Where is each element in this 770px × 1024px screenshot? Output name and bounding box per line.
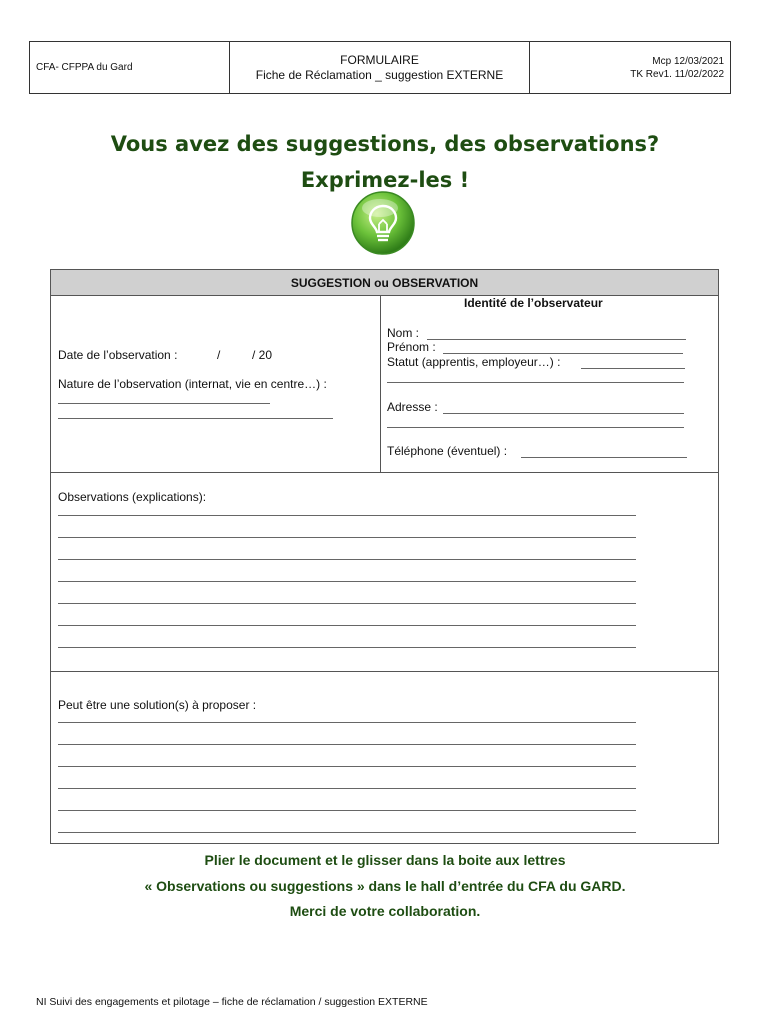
nom-label: Nom : xyxy=(387,326,420,340)
revision-line-1: Mcp 12/03/2021 xyxy=(652,55,724,67)
telephone-label: Téléphone (éventuel) : xyxy=(387,444,508,458)
solutions-line[interactable] xyxy=(58,832,636,833)
suggestion-form xyxy=(50,269,719,844)
header-revision-cell xyxy=(530,42,730,93)
prenom-field[interactable] xyxy=(443,353,683,354)
column-divider xyxy=(380,296,381,472)
statut-field-continued[interactable] xyxy=(387,382,684,383)
nom-field[interactable] xyxy=(427,339,686,340)
header-title-cell xyxy=(230,42,530,93)
date-separator-1: / xyxy=(217,348,221,362)
telephone-field[interactable] xyxy=(521,457,687,458)
adresse-field-continued[interactable] xyxy=(387,427,684,428)
observations-line[interactable] xyxy=(58,603,636,604)
organization-name: CFA- CFPPA du Gard xyxy=(36,62,133,73)
date-separator-2: / 20 xyxy=(252,348,273,362)
page-footnote: NI Suivi des engagements et pilotage – fiche de réclamation / suggestion EXTERNE xyxy=(36,996,428,1008)
nature-line-2[interactable] xyxy=(58,418,333,419)
adresse-label: Adresse : xyxy=(387,400,438,414)
observations-line[interactable] xyxy=(58,537,636,538)
solutions-line[interactable] xyxy=(58,744,636,745)
prenom-label: Prénom : xyxy=(387,340,436,354)
observations-label: Observations (explications): xyxy=(58,490,207,504)
thank-you-line: Merci de votre collaboration. xyxy=(289,903,481,919)
instruction-line-2: « Observations ou suggestions » dans le hall d’entrée du CFA du GARD. xyxy=(144,878,626,894)
observations-line[interactable] xyxy=(58,559,636,560)
solutions-line[interactable] xyxy=(58,788,636,789)
header-organization xyxy=(30,42,230,93)
form-type: FORMULAIRE xyxy=(340,52,419,67)
nature-label: Nature de l’observation (internat, vie en centre…) : xyxy=(58,377,327,391)
revision-line-2: TK Rev1. 11/02/2022 xyxy=(630,68,724,80)
identity-title: Identité de l’observateur xyxy=(464,296,603,310)
observations-line[interactable] xyxy=(58,647,636,648)
statut-field[interactable] xyxy=(581,368,685,369)
statut-label: Statut (apprentis, employeur…) : xyxy=(387,355,561,369)
row-divider-1 xyxy=(51,472,718,473)
lightbulb-icon xyxy=(350,190,416,256)
nature-line-1[interactable] xyxy=(58,403,270,404)
form-title: Fiche de Réclamation _ suggestion EXTERNE xyxy=(255,67,504,82)
date-label: Date de l’observation : xyxy=(58,348,178,362)
document-header xyxy=(29,41,731,94)
solutions-line[interactable] xyxy=(58,810,636,811)
adresse-field[interactable] xyxy=(443,413,684,414)
observations-line[interactable] xyxy=(58,515,636,516)
observations-line[interactable] xyxy=(58,625,636,626)
solutions-line[interactable] xyxy=(58,722,636,723)
headline-call-to-action: Exprimez-les ! xyxy=(300,168,470,192)
instruction-line-1: Plier le document et le glisser dans la boite aux lettres xyxy=(204,852,566,868)
row-divider-2 xyxy=(51,671,718,672)
section-title: SUGGESTION ou OBSERVATION xyxy=(51,270,718,296)
solutions-line[interactable] xyxy=(58,766,636,767)
solutions-label: Peut être une solution(s) à proposer : xyxy=(58,698,257,712)
observations-line[interactable] xyxy=(58,581,636,582)
headline-question: Vous avez des suggestions, des observations? xyxy=(110,132,660,156)
